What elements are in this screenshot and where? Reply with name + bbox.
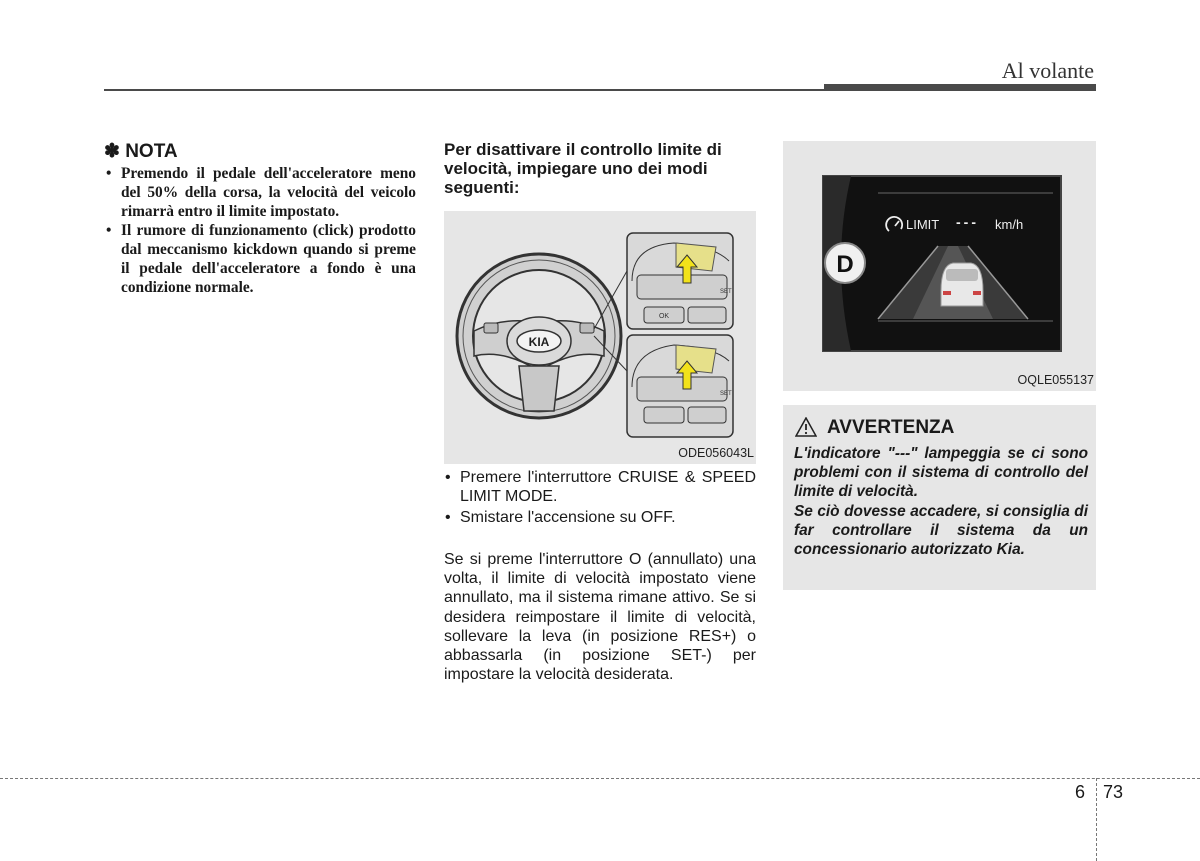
cancel-explanation: Se si preme l'interruttore O (annullato) una volta, il limite di velocità impostato viene annullato, ma il sistema rimane attivo. Se si desidera reimpostare il limite di velocità, sollevare la leva (in posizione RES+) o abbassarla (in posizione SET-) per impostare la velocità desiderata. xyxy=(444,551,756,684)
kia-logo-text: KIA xyxy=(528,335,550,349)
gear-indicator: D xyxy=(836,251,854,278)
steering-wheel-illustration xyxy=(444,211,756,464)
inset2-set-label: SET xyxy=(720,391,732,397)
nota-title: ✽ NOTA xyxy=(104,141,178,162)
warning-triangle-icon xyxy=(795,417,817,437)
warning-title: AVVERTENZA xyxy=(827,417,955,438)
deactivate-step: • Smistare l'accensione su OFF. xyxy=(444,508,756,527)
header-rule xyxy=(104,89,824,91)
footer-divider xyxy=(0,778,1200,779)
deactivate-step: • Premere l'interruttore CRUISE & SPEED LIMIT MODE. xyxy=(444,468,756,506)
header-rule-accent xyxy=(824,84,1096,91)
deactivate-steps xyxy=(444,468,756,529)
nota-item: • Il rumore di funzionamento (click) prodotto dal meccanismo kickdown quando si preme il pedale dell'acceleratore a fondo è una condizione normale. xyxy=(104,221,416,297)
figure-code: ODE056043L xyxy=(678,446,754,460)
warning-paragraph: Se ciò dovesse accadere, si consiglia di far controllare il sistema da un concessionario autorizzato Kia. xyxy=(794,503,1088,558)
limit-label: LIMIT xyxy=(906,217,940,232)
steering-wheel-figure xyxy=(444,211,756,464)
chapter-number: 6 xyxy=(1075,782,1086,802)
inset1-ok-label: OK xyxy=(658,313,670,320)
nota-item: • Premendo il pedale dell'acceleratore meno del 50% della corsa, la velocità del veicolo rimarrà entro il limite impostato. xyxy=(104,164,416,221)
limit-value: --- xyxy=(956,214,979,230)
figure-code: OQLE055137 xyxy=(1017,373,1094,387)
deactivate-heading: Per disattivare il controllo limite di velocità, impiegare uno dei modi seguenti: xyxy=(444,140,722,197)
section-title: Al volante xyxy=(1001,58,1094,83)
inset1-set-label: SET xyxy=(720,289,732,295)
car-icon xyxy=(941,263,983,306)
warning-box xyxy=(783,405,1096,590)
nota-list xyxy=(104,164,416,297)
page-number: 73 xyxy=(1103,782,1124,802)
cluster-display-illustration xyxy=(783,141,1096,391)
warning-paragraph: L'indicatore "---" lampeggia se ci sono problemi con il sistema di controllo del limite di velocità. xyxy=(794,445,1088,500)
footer-vertical-divider xyxy=(1096,778,1097,861)
cluster-display-figure xyxy=(783,141,1096,391)
speed-unit: km/h xyxy=(995,217,1024,232)
